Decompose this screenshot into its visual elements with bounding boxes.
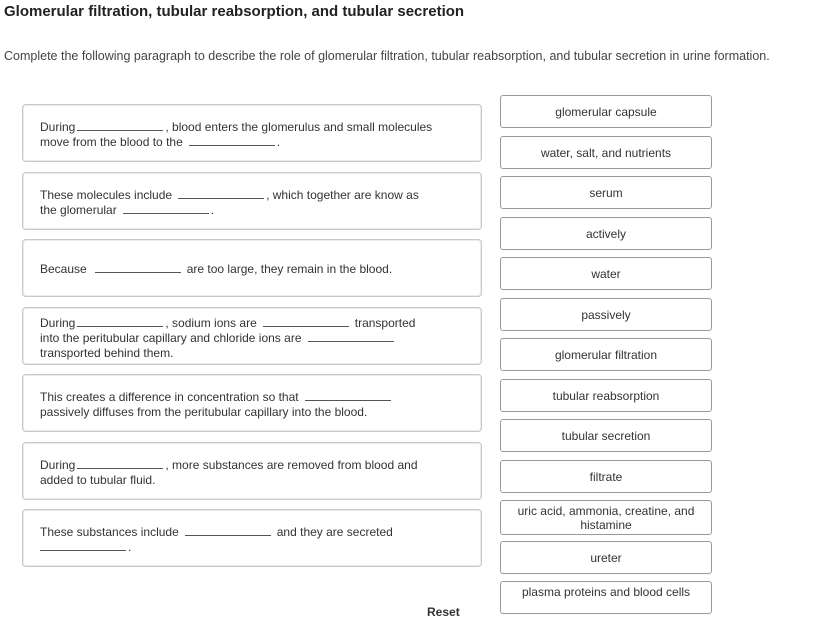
sentence-box-4: [22, 307, 482, 365]
drop-blank[interactable]: [185, 525, 271, 536]
choice-chip[interactable]: [500, 95, 712, 128]
sentence-text: , sodium ions are: [165, 316, 257, 330]
sentence-text: During: [40, 458, 76, 472]
sentence-text: This creates a difference in concentration so that: [40, 390, 299, 404]
choice-label: tubular secretion: [561, 428, 651, 443]
choice-label: glomerular filtration: [554, 347, 658, 362]
drop-blank[interactable]: [77, 120, 163, 131]
choice-label: water, salt, and nutrients: [540, 145, 672, 160]
sentence-text: During: [40, 120, 76, 134]
choice-chip[interactable]: [500, 257, 712, 290]
sentence-box-3: [22, 239, 482, 297]
drop-blank[interactable]: [189, 135, 275, 146]
choice-chip[interactable]: [500, 500, 712, 535]
choice-chip[interactable]: [500, 419, 712, 452]
choice-label: filtrate: [589, 469, 623, 484]
choice-label: passively: [581, 308, 631, 322]
choice-chip[interactable]: [500, 217, 712, 250]
choice-chip[interactable]: [500, 379, 712, 412]
sentence-text: , which together are know as: [266, 188, 419, 202]
sentence-text: are too large, they remain in the blood.: [186, 262, 393, 276]
drop-blank[interactable]: [178, 188, 264, 199]
sentence-text: .: [276, 135, 281, 149]
drop-blank[interactable]: [123, 203, 209, 214]
sentence-box-5: [22, 374, 482, 432]
drop-blank[interactable]: [77, 458, 163, 469]
sentence-text: Because: [40, 262, 87, 276]
choice-label: tubular reabsorption: [552, 389, 660, 403]
choice-label: glomerular capsule: [555, 105, 657, 119]
choice-chip[interactable]: [500, 136, 712, 169]
drop-blank[interactable]: [305, 390, 391, 401]
sentence-text: These molecules include: [40, 188, 173, 202]
sentence-text: .: [210, 203, 215, 217]
reset-button[interactable]: Reset: [427, 605, 460, 619]
choice-chip[interactable]: [500, 460, 712, 493]
sentence-text: , more substances are removed from blood and: [165, 458, 418, 472]
sentence-text: During: [40, 316, 76, 330]
sentence-text: .: [128, 540, 132, 554]
sentence-text: and they are secreted: [276, 525, 393, 539]
drop-blank[interactable]: [95, 262, 181, 273]
drop-blank[interactable]: [40, 540, 126, 551]
instructions: Complete the following paragraph to describe the role of glomerular filtration, tubular reabsorption, and tubular secretion in urine formation.: [4, 49, 770, 63]
drop-blank[interactable]: [263, 316, 349, 327]
sentence-text: transported behind them.: [40, 346, 174, 360]
sentence-box-1: [22, 104, 482, 162]
sentence-text: into the peritubular capillary and chloride ions are: [40, 331, 302, 345]
sentence-text: the glomerular: [40, 203, 117, 217]
choice-label: ureter: [590, 550, 622, 565]
choice-label: uric acid, ammonia, creatine, and histamine: [517, 503, 695, 532]
sentence-box-7: [22, 509, 482, 567]
choice-label: water: [591, 266, 621, 281]
choice-chip[interactable]: [500, 298, 712, 331]
sentence-text: These substances include: [40, 525, 179, 539]
sentence-text: transported: [354, 316, 416, 330]
choice-chip[interactable]: [500, 176, 712, 209]
drop-blank[interactable]: [308, 331, 394, 342]
sentence-box-6: [22, 442, 482, 500]
sentence-text: move from the blood to the: [40, 135, 183, 149]
sentence-text: , blood enters the glomerulus and small molecules: [165, 120, 433, 134]
choice-chip[interactable]: [500, 338, 712, 371]
page-title: Glomerular filtration, tubular reabsorption, and tubular secretion: [4, 3, 465, 20]
choice-label: actively: [585, 227, 626, 241]
sentence-text: added to tubular fluid.: [40, 473, 156, 487]
sentence-text: passively diffuses from the peritubular capillary into the blood.: [40, 405, 368, 419]
drop-blank[interactable]: [77, 316, 163, 327]
choice-chip[interactable]: [500, 581, 712, 614]
choice-label: plasma proteins and blood cells: [521, 585, 691, 599]
choice-label: serum: [589, 186, 623, 200]
sentence-box-2: [22, 172, 482, 230]
choice-chip[interactable]: [500, 541, 712, 574]
